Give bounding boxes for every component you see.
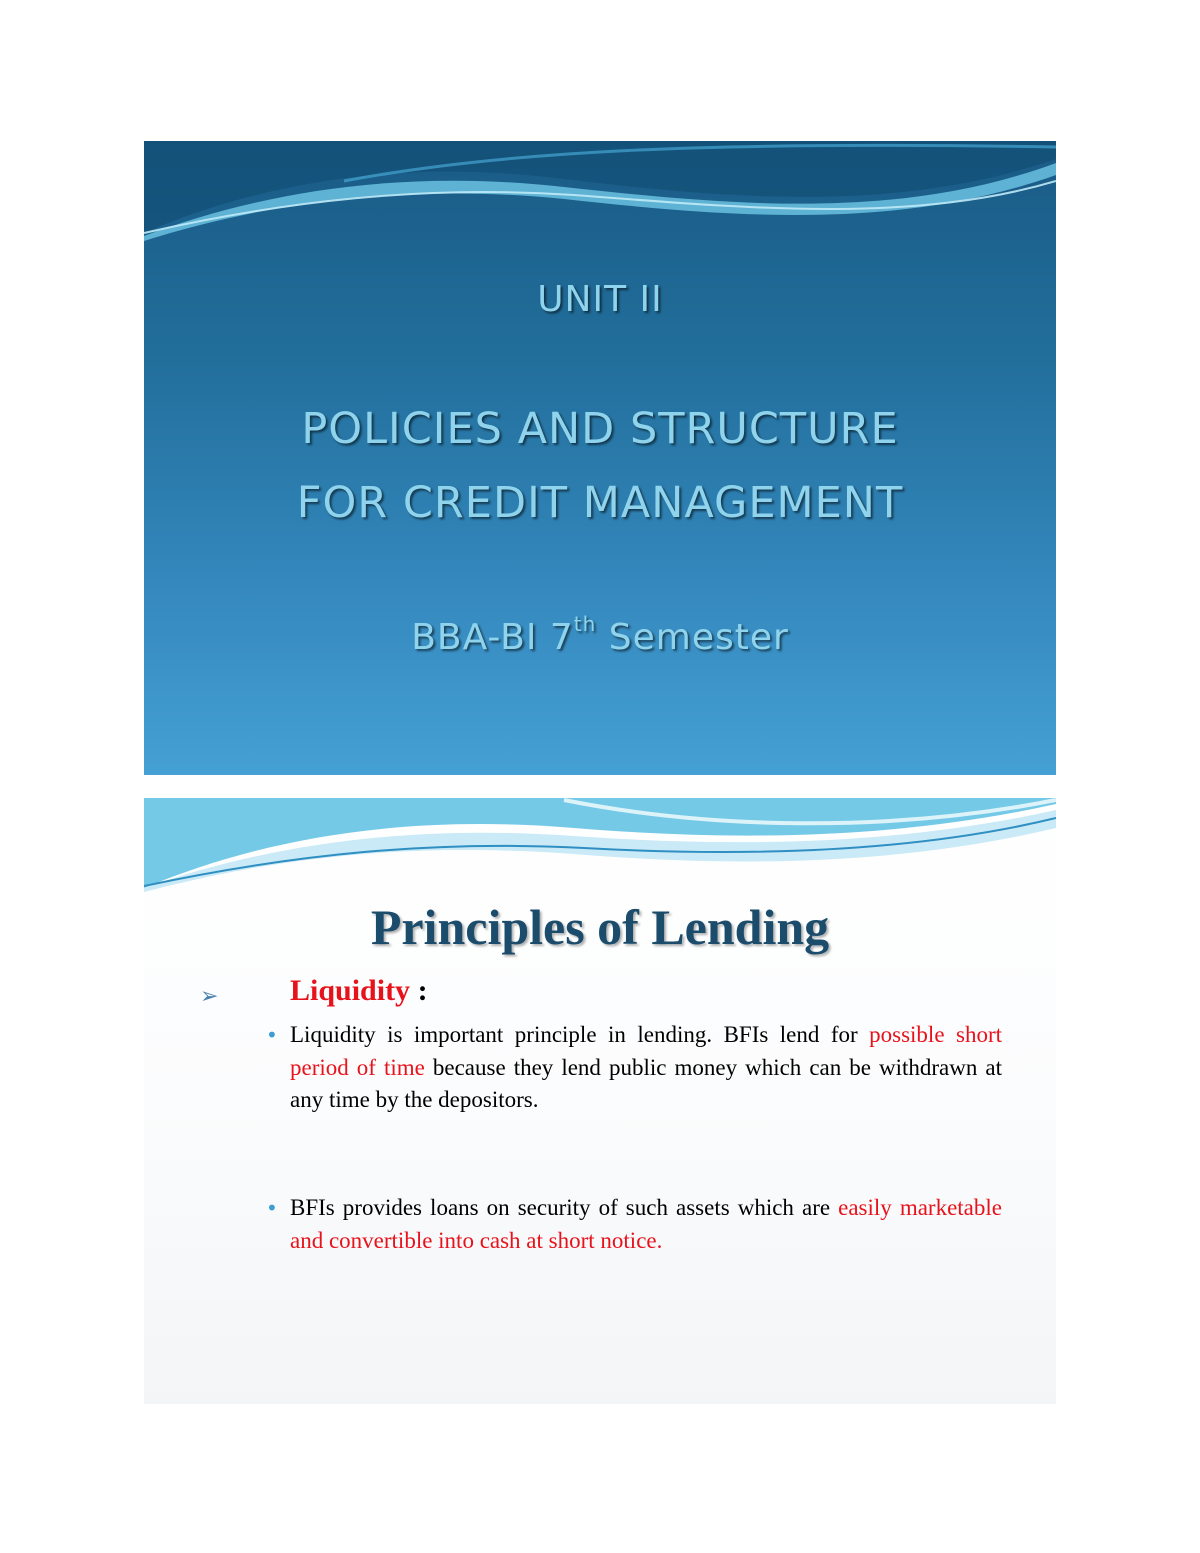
content-slide <box>144 798 1056 1404</box>
title-line-1: POLICIES AND STRUCTURE <box>301 404 899 454</box>
bullet1-highlight: possible short period of time <box>290 1022 1002 1080</box>
bullet-point-2 <box>266 1192 1002 1257</box>
point-heading <box>290 974 428 1008</box>
subtitle-superscript: th <box>573 612 597 636</box>
bullet-dot-icon: • <box>266 1023 278 1047</box>
title-line-2: FOR CREDIT MANAGEMENT <box>296 478 904 528</box>
bullet1-text-end: because they lend public money which can be withdrawn at any time by the depositors. <box>290 1054 1003 1112</box>
point-heading-label: Liquidity <box>290 974 411 1007</box>
title-slide <box>144 141 1056 775</box>
bullet-point-1 <box>266 1019 1003 1117</box>
bullet2-text-start: BFIs provides loans on security of such assets which are <box>290 1195 839 1220</box>
subtitle-semester: Semester <box>596 617 789 658</box>
bullet-dot-icon: • <box>266 1196 278 1220</box>
arrow-bullet-icon: ➢ <box>200 984 219 1009</box>
wave-decoration <box>144 798 1056 898</box>
bullet1-text-start: Liquidity is important principle in lending. BFIs lend for <box>290 1022 870 1047</box>
point-heading-colon: : <box>410 974 428 1007</box>
bullet2-highlight: easily marketable and convertible into cash at short notice. <box>290 1195 1002 1253</box>
wave-decoration <box>144 141 1056 251</box>
slide-heading: Principles of Lending <box>370 899 830 955</box>
subtitle <box>144 612 1056 658</box>
subtitle-program: BBA-BI 7 <box>411 617 574 658</box>
unit-label: UNIT II <box>537 279 663 320</box>
